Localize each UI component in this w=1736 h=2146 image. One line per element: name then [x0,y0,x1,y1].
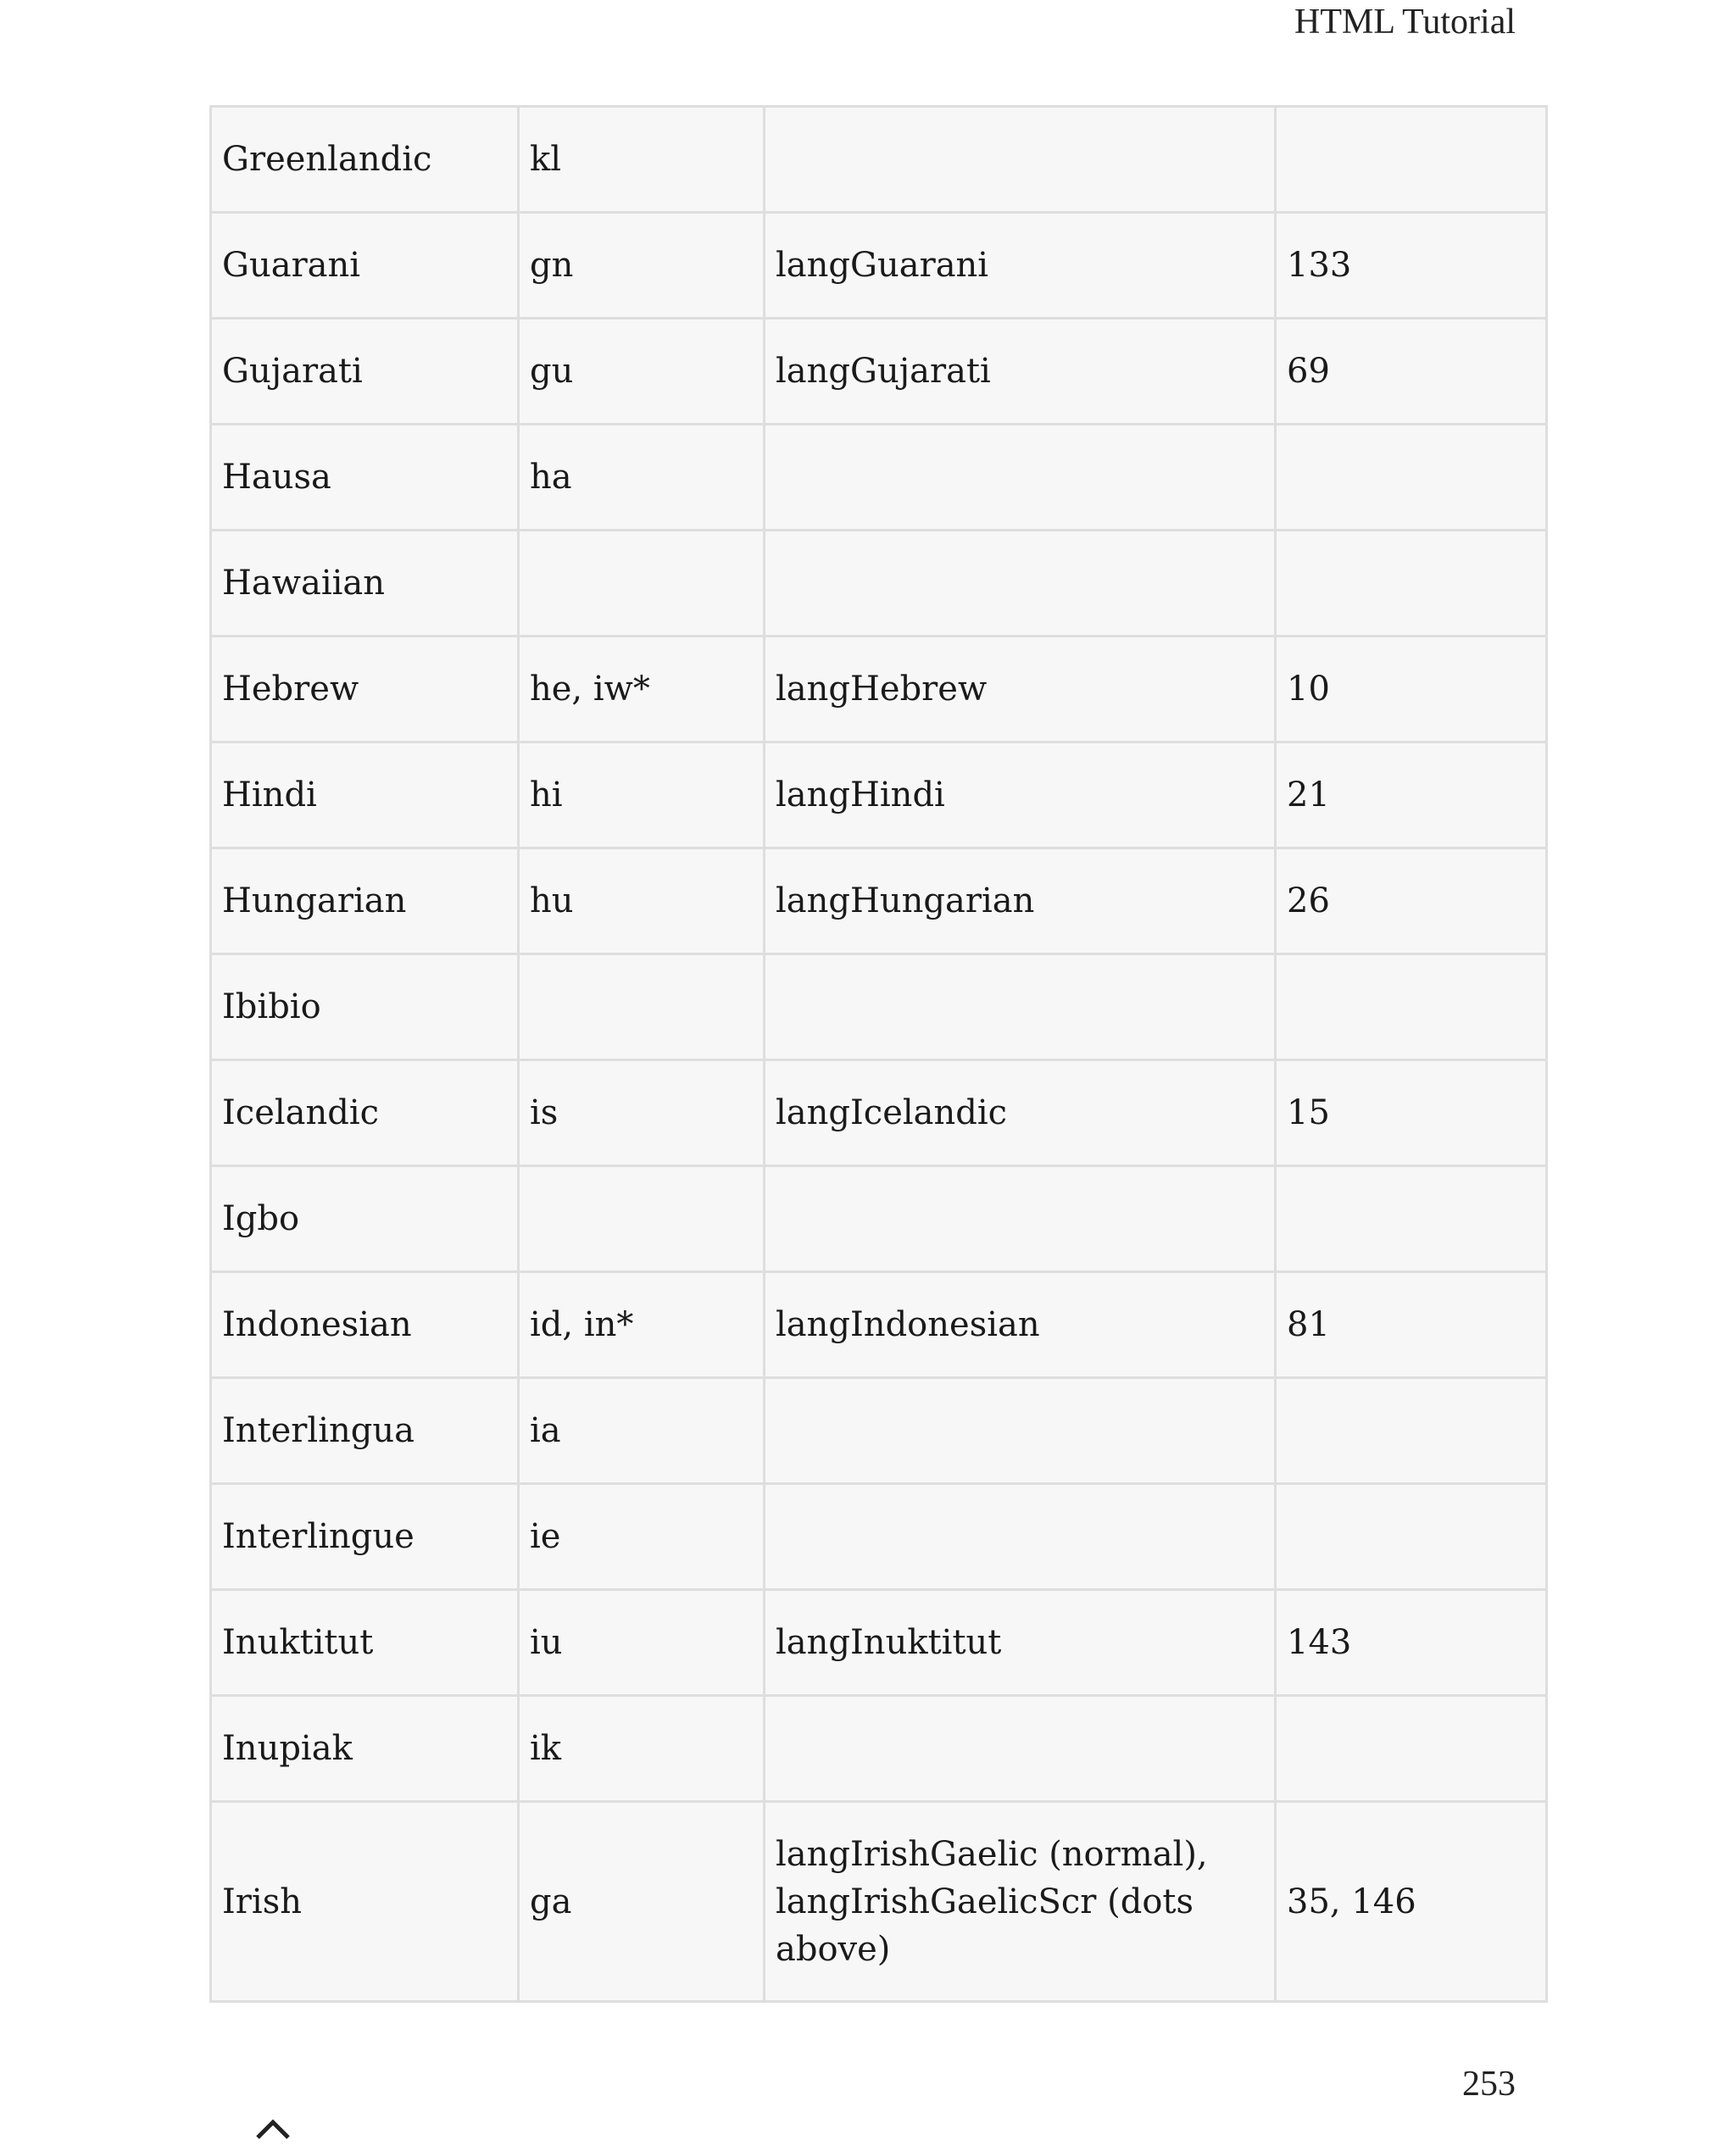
language-cell: Inuktitut [211,1590,519,1696]
number-cell: 10 [1276,637,1547,742]
number-cell [1276,1696,1547,1802]
constant-cell: langIcelandic [765,1060,1276,1166]
number-cell: 69 [1276,319,1547,425]
table-row [211,1060,1547,1166]
language-cell: Interlingua [211,1378,519,1484]
constant-cell: langHindi [765,742,1276,848]
code-cell: he, iw* [519,637,765,742]
table-row [211,1272,1547,1378]
chevron-up-icon[interactable] [254,2112,292,2146]
constant-cell [765,425,1276,531]
constant-cell: langHungarian [765,848,1276,954]
table-row [211,1590,1547,1696]
table-row [211,1378,1547,1484]
table-row [211,425,1547,531]
table-row [211,1696,1547,1802]
constant-cell [765,954,1276,1060]
constant-cell: langIndonesian [765,1272,1276,1378]
constant-cell: langGuarani [765,213,1276,319]
code-cell: ik [519,1696,765,1802]
language-cell: Indonesian [211,1272,519,1378]
language-cell: Hausa [211,425,519,531]
table-row [211,531,1547,637]
language-cell: Irish [211,1802,519,2002]
code-cell: id, in* [519,1272,765,1378]
number-cell: 21 [1276,742,1547,848]
language-cell: Hindi [211,742,519,848]
code-cell: ga [519,1802,765,2002]
constant-cell: langGujarati [765,319,1276,425]
number-cell [1276,531,1547,637]
page-number: 253 [1462,2065,1516,2104]
table-row [211,637,1547,742]
number-cell [1276,107,1547,213]
code-cell: gu [519,319,765,425]
language-cell: Gujarati [211,319,519,425]
table-row [211,954,1547,1060]
language-cell: Guarani [211,213,519,319]
constant-cell: langHebrew [765,637,1276,742]
table-row [211,1166,1547,1272]
code-cell: hu [519,848,765,954]
number-cell [1276,1484,1547,1590]
number-cell: 143 [1276,1590,1547,1696]
number-cell: 133 [1276,213,1547,319]
code-cell [519,1166,765,1272]
constant-cell [765,1378,1276,1484]
constant-cell [765,531,1276,637]
number-cell [1276,425,1547,531]
constant-cell: langIrishGaelic (normal), langIrishGaelicScr (dots above) [765,1802,1276,2002]
language-cell: Icelandic [211,1060,519,1166]
language-cell: Igbo [211,1166,519,1272]
number-cell: 35, 146 [1276,1802,1547,2002]
language-cell: Interlingue [211,1484,519,1590]
code-cell: ia [519,1378,765,1484]
language-cell: Hawaiian [211,531,519,637]
number-cell: 26 [1276,848,1547,954]
table-row [211,1484,1547,1590]
code-cell: iu [519,1590,765,1696]
language-code-table [209,105,1548,2003]
code-cell [519,531,765,637]
language-cell: Hungarian [211,848,519,954]
number-cell: 81 [1276,1272,1547,1378]
table-row [211,1802,1547,2002]
number-cell [1276,954,1547,1060]
table-row [211,848,1547,954]
language-cell: Greenlandic [211,107,519,213]
constant-cell: langInuktitut [765,1590,1276,1696]
code-cell: kl [519,107,765,213]
constant-cell [765,1484,1276,1590]
code-cell [519,954,765,1060]
number-cell [1276,1378,1547,1484]
constant-cell [765,107,1276,213]
language-cell: Hebrew [211,637,519,742]
code-cell: is [519,1060,765,1166]
table-row [211,319,1547,425]
language-cell: Inupiak [211,1696,519,1802]
table-row [211,742,1547,848]
number-cell [1276,1166,1547,1272]
table-row [211,213,1547,319]
code-cell: gn [519,213,765,319]
table-row [211,107,1547,213]
number-cell: 15 [1276,1060,1547,1166]
code-cell: ha [519,425,765,531]
code-cell: ie [519,1484,765,1590]
code-cell: hi [519,742,765,848]
page-header-title: HTML Tutorial [1294,3,1516,42]
language-cell: Ibibio [211,954,519,1060]
constant-cell [765,1696,1276,1802]
constant-cell [765,1166,1276,1272]
